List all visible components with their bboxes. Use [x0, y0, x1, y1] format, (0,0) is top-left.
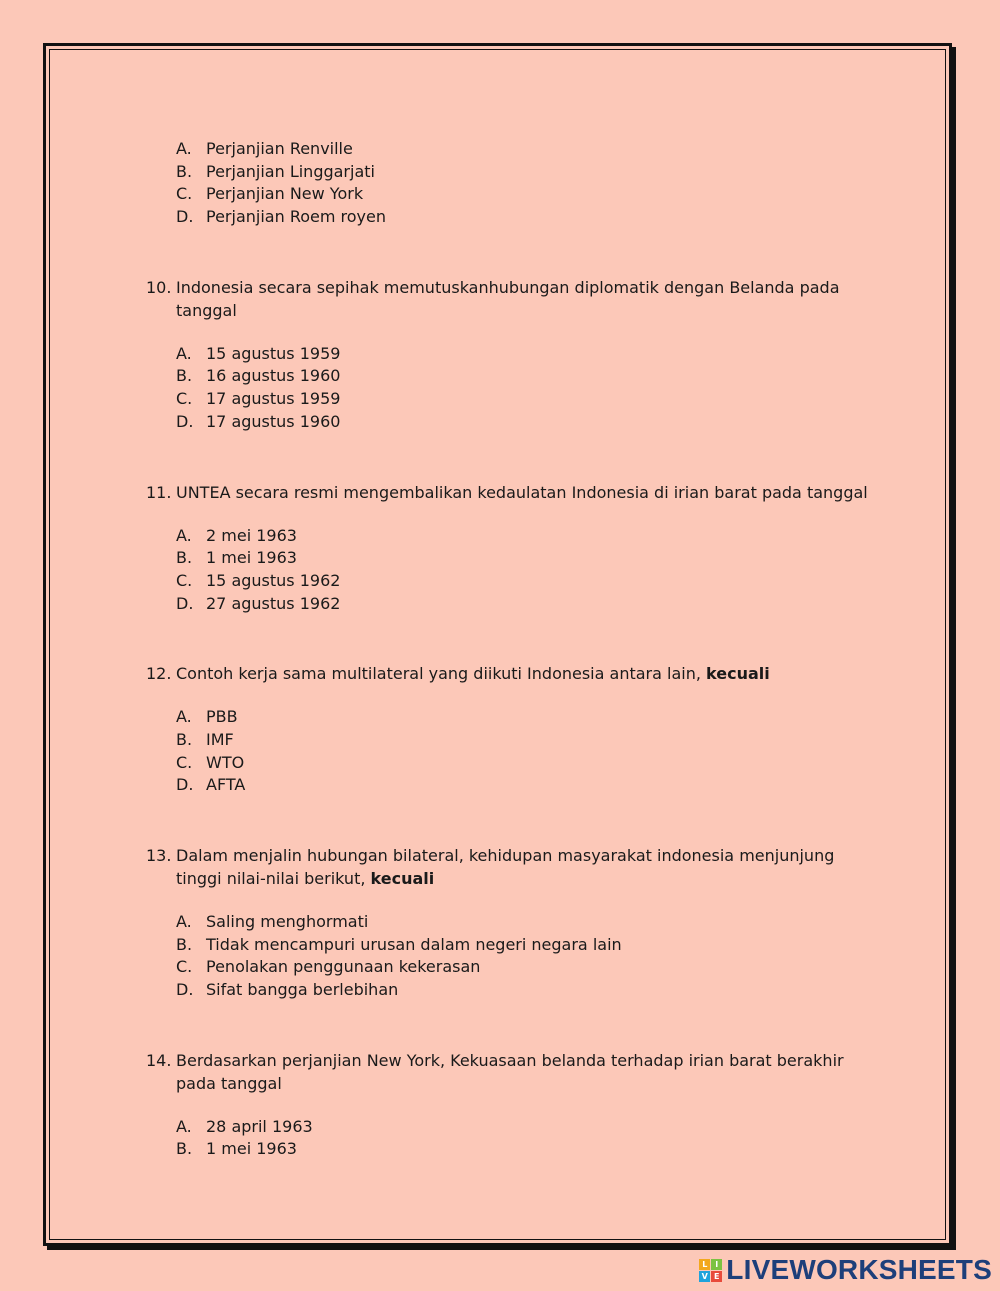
option-letter: D. [176, 775, 194, 795]
question-stem [146, 662, 876, 685]
option-list [146, 138, 876, 229]
option-text: 27 agustus 1962 [206, 593, 341, 613]
option-text: WTO [206, 752, 245, 772]
question-text [176, 844, 876, 890]
option-letter: B. [176, 934, 193, 954]
question-text: Indonesia secara sepihak memutuskanhubungan diplomatik dengan Belanda pada tanggal [176, 277, 840, 320]
option-text: Sifat bangga berlebihan [206, 980, 399, 1000]
question-text-body: Contoh kerja sama multilateral yang diikuti Indonesia antara lain, [176, 664, 701, 684]
question-text: UNTEA secara resmi mengembalikan kedaulatan Indonesia di irian barat pada tanggal [176, 482, 868, 502]
option-list [146, 911, 876, 1002]
option-text: Saling menghormati [206, 912, 369, 931]
logo-tile: V [699, 1271, 710, 1282]
option-text: 16 agustus 1960 [206, 366, 341, 386]
option-text: PBB [206, 707, 238, 727]
option-item[interactable] [146, 729, 876, 752]
option-text: AFTA [206, 775, 246, 795]
brand-name: LIVEWORKSHEETS [726, 1254, 992, 1285]
question-emphasis: kecuali [706, 664, 770, 684]
option-text: 15 agustus 1962 [206, 570, 341, 590]
option-item[interactable] [146, 593, 876, 616]
option-item[interactable] [146, 911, 876, 934]
question-block [146, 844, 876, 1002]
option-item[interactable] [146, 343, 876, 366]
option-letter: B. [176, 366, 193, 386]
option-text: 2 mei 1963 [206, 525, 297, 545]
option-text: 15 agustus 1959 [206, 343, 341, 363]
option-letter: A. [176, 707, 192, 727]
option-text: IMF [206, 729, 234, 749]
question-emphasis: kecuali [370, 869, 435, 888]
question-number: 13. [146, 846, 172, 865]
option-letter: C. [176, 389, 193, 409]
option-letter: C. [176, 752, 193, 772]
option-letter: A. [176, 525, 192, 545]
option-letter: D. [176, 207, 194, 227]
question-stem [146, 276, 876, 322]
option-item[interactable] [146, 774, 876, 797]
option-letter: C. [176, 184, 193, 204]
option-text: 28 april 1963 [206, 1116, 313, 1136]
worksheet-content [146, 138, 876, 1161]
option-item[interactable] [146, 956, 876, 979]
question-block [146, 1049, 876, 1161]
option-text: 1 mei 1963 [206, 1139, 297, 1159]
option-text: Perjanjian Linggarjati [206, 161, 375, 181]
option-letter: B. [176, 1139, 193, 1159]
option-letter: C. [176, 957, 193, 977]
option-item[interactable] [146, 1138, 876, 1161]
question-text: Berdasarkan perjanjian New York, Kekuasaan belanda terhadap irian barat berakhir pada tanggal [176, 1050, 844, 1093]
option-text: Perjanjian Renville [206, 139, 353, 158]
option-item[interactable] [146, 525, 876, 548]
option-item[interactable] [146, 138, 876, 161]
option-item[interactable] [146, 206, 876, 229]
option-letter: D. [176, 593, 194, 613]
option-item[interactable] [146, 570, 876, 593]
option-text: Penolakan penggunaan kekerasan [206, 957, 481, 977]
question-number: 10. [146, 277, 172, 297]
question-text-body: Dalam menjalin hubungan bilateral, kehidupan masyarakat indonesia menjunjung tinggi nilai-nilai berikut, [176, 846, 835, 888]
option-list [146, 343, 876, 434]
option-item[interactable] [146, 979, 876, 1002]
option-item[interactable] [146, 161, 876, 184]
option-item[interactable] [146, 365, 876, 388]
logo-tile: I [711, 1259, 722, 1270]
option-letter: A. [176, 912, 192, 931]
question-number: 14. [146, 1050, 172, 1070]
option-letter: A. [176, 1116, 192, 1136]
option-text: 17 agustus 1959 [206, 389, 341, 409]
question-block [146, 481, 876, 616]
question-stem [146, 481, 876, 504]
option-letter: B. [176, 548, 193, 568]
option-text: Perjanjian New York [206, 184, 364, 204]
option-letter: B. [176, 729, 193, 749]
logo-tile: E [711, 1271, 722, 1282]
option-letter: B. [176, 161, 193, 181]
option-text: Tidak mencampuri urusan dalam negeri negara lain [206, 934, 622, 954]
option-text: 17 agustus 1960 [206, 411, 341, 431]
option-item[interactable] [146, 752, 876, 775]
option-item[interactable] [146, 706, 876, 729]
option-item[interactable] [146, 411, 876, 434]
option-text: 1 mei 1963 [206, 548, 297, 568]
option-letter: D. [176, 980, 194, 1000]
question-stem [146, 844, 876, 890]
option-text: Perjanjian Roem royen [206, 207, 386, 227]
liveworksheets-brand[interactable] [699, 1255, 992, 1285]
option-letter: D. [176, 411, 194, 431]
option-item[interactable] [146, 388, 876, 411]
option-list [146, 1116, 876, 1161]
liveworksheets-logo-icon [699, 1259, 722, 1282]
question-number: 12. [146, 664, 172, 684]
question-block [146, 276, 876, 434]
question-text [176, 662, 876, 685]
question-number: 11. [146, 482, 172, 502]
option-letter: A. [176, 139, 192, 158]
option-item[interactable] [146, 547, 876, 570]
option-letter: C. [176, 570, 193, 590]
option-letter: A. [176, 343, 192, 363]
question-block [146, 662, 876, 797]
option-item[interactable] [146, 934, 876, 957]
logo-tile: L [699, 1259, 710, 1270]
option-item[interactable] [146, 183, 876, 206]
option-list [146, 525, 876, 616]
question-stem [146, 1049, 876, 1095]
option-list [146, 706, 876, 797]
option-item[interactable] [146, 1116, 876, 1139]
